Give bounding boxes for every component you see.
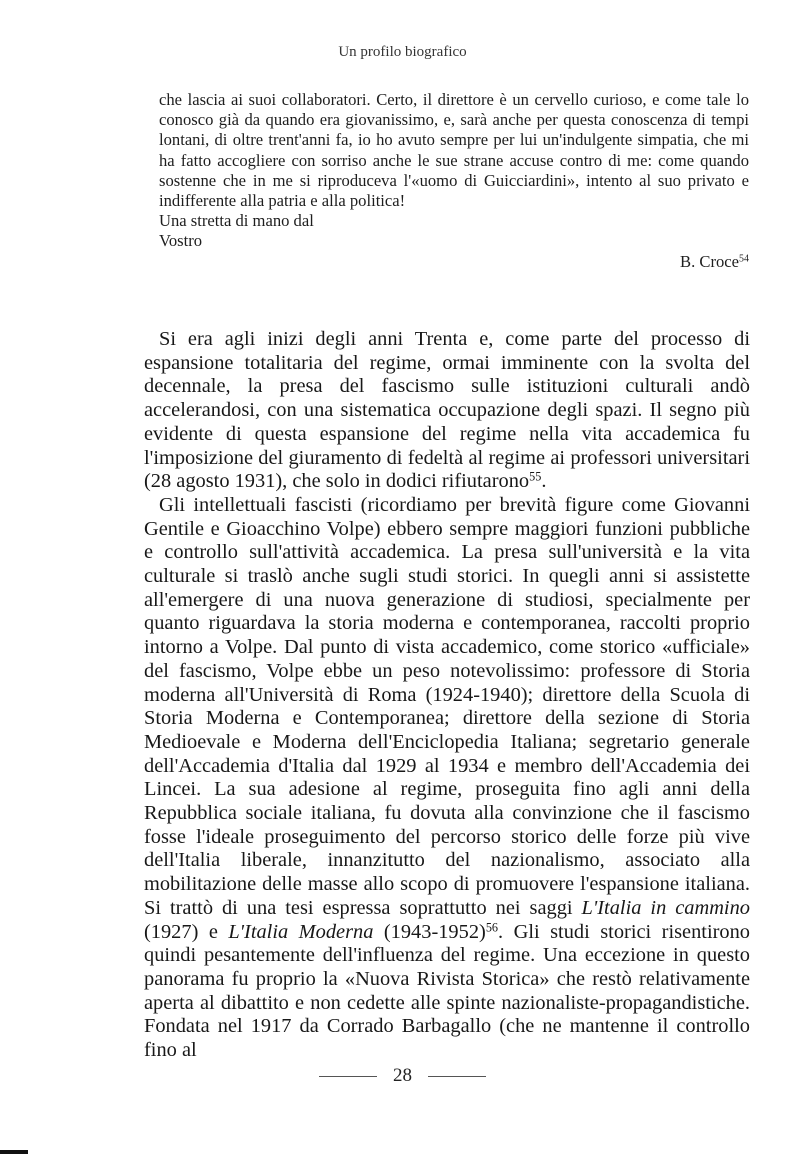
footer-rule-right [428, 1076, 486, 1077]
paragraph [144, 328, 750, 494]
book-title: L'Italia in cammino [581, 896, 750, 919]
running-head: Un profilo biografico [338, 44, 467, 60]
footnote-ref: 56 [485, 919, 499, 934]
paragraph-text: (1943-1952) [373, 920, 486, 943]
paragraph-text: (1927) e [144, 920, 229, 943]
paragraph-text: Gli intellettuali fascisti (ricordiamo per brevità figure come Giovanni Gentile e Gioacchino Volpe) ebbero sempre maggiori funzioni pubbliche e controllo sull'attività accademica. La presa sull'università e la vita culturale si traslò anche sugli studi storici. In quegli anni si assistette all'emergere di una nuova generazione di studiosi, specialmente per quanto riguardava la storia moderna e contemporanea, raccolti proprio intorno a Volpe. Dal punto di vista accademico, come storico «ufficiale» del fascismo, Volpe ebbe un peso notevolissimo: professore di Storia moderna all'Università di Roma (1924-1940); direttore della Scuola di Storia Moderna e Contemporanea; direttore della sezione di Storia Medioevale e Moderna dell'Enciclopedia Italiana; segretario generale dell'Accademia d'Italia dal 1929 al 1934 e membro dell'Accademia dei Lincei. La sua adesione al regime, proseguita fino agli anni della Repubblica sociale italiana, fu dovuta alla convinzione che il fascismo fosse l'ideale proseguimento del percorso storico delle forze più vive dell'Italia liberale, innanzitutto del nazionalismo, associato alla mobilitazione delle masse allo scopo di promuovere l'espansione italiana. Si trattò di una tesi espressa soprattutto nei saggi [144, 493, 750, 919]
page-number: 28 [393, 1065, 412, 1086]
letter-signature [159, 252, 749, 272]
paragraph-text: Si era agli inizi degli anni Trenta e, come parte del processo di espansione totalitaria del regime, ormai imminente con la svolta del decennale, la presa del fascismo sulle istituzioni culturali andò accelerandosi, con una sistematica occupazione degli spazi. Il segno più evidente di questa espansione del regime nella vita accademica fu l'imposizione del giuramento di fedeltà al regime ai professori universitari (28 agosto 1931), che solo in dodici rifiutarono [144, 328, 750, 493]
signature-name: B. Croce [680, 251, 740, 271]
footnote-ref: 55 [529, 469, 542, 484]
scan-edge-mark [0, 1150, 28, 1154]
letter-excerpt [159, 90, 749, 272]
paragraph [144, 494, 750, 1063]
footnote-ref: 54 [739, 253, 749, 265]
footer-rule-left [319, 1076, 377, 1077]
page-footer [0, 1065, 805, 1087]
paragraph-end: . [541, 470, 547, 493]
letter-closing: Una stretta di mano dal [159, 211, 314, 231]
book-title: L'Italia Moderna [228, 920, 374, 943]
paragraph-text: . Gli studi storici risentirono quindi pesantemente dell'influenza del regime. Una eccezione in questo panorama fu proprio la «Nuova Rivista Storica» che restò relativamente aperta al dibattito e non cedette alle spinte nazionaliste-propagandistiche. Fondata nel 1917 da Corrado Barbagallo (che ne mantenne il controllo fino al [144, 920, 750, 1062]
letter-valediction: Vostro [159, 231, 203, 251]
letter-paragraph: che lascia ai suoi collaboratori. Certo, il direttore è un cervello curioso, e come tale lo conosco già da quando era giovanissimo, e, sarà anche per questa conoscenza di tempi lontani, di oltre trent'anni fa, io ho avuto sempre per lui un'indulgente simpatia, che mi ha fatto accogliere con sorriso anche le sue strane accuse contro di me: come quando sostenne che in me si riproduceva l'«uomo di Guicciardini», intento al suo privato e indifferente alla patria e alla politica! [159, 90, 749, 211]
body-text [144, 328, 750, 1063]
